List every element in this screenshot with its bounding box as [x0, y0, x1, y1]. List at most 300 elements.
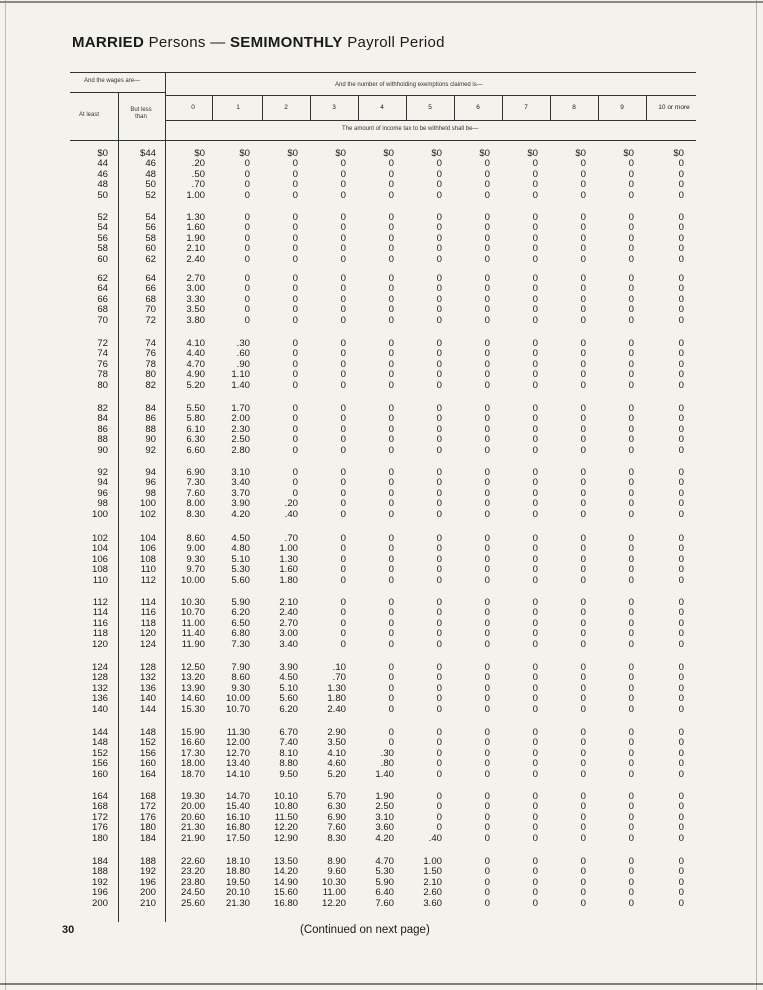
- wage-at-least: 46: [97, 168, 108, 180]
- tax-withheld-cell: 0: [244, 168, 250, 180]
- atleast-divider: [118, 92, 119, 922]
- tax-withheld-cell: 0: [484, 348, 490, 360]
- tax-withheld-cell: 2.80: [231, 444, 250, 456]
- tax-withheld-cell: 0: [436, 348, 442, 360]
- tax-withheld-cell: .20: [191, 158, 205, 170]
- tax-withheld-cell: 0: [628, 617, 634, 629]
- tax-withheld-cell: 0: [678, 212, 684, 223]
- tax-withheld-cell: 1.70: [231, 403, 250, 414]
- wage-but-less-than: 184: [139, 832, 156, 844]
- exemption-column-header: 7: [524, 104, 528, 111]
- tax-withheld-cell: 0: [580, 822, 586, 834]
- tax-withheld-cell: 0: [340, 243, 346, 255]
- tax-withheld-cell: 0: [436, 553, 442, 565]
- tax-withheld-cell: 5.80: [186, 413, 205, 425]
- tax-withheld-cell: 0: [484, 293, 490, 305]
- column-header-divider: [550, 95, 551, 120]
- tax-withheld-cell: 0: [484, 703, 490, 715]
- tax-withheld-cell: 10.30: [180, 597, 205, 608]
- tax-withheld-cell: 0: [678, 487, 684, 499]
- tax-withheld-cell: 0: [484, 498, 490, 510]
- tax-withheld-cell: 0: [292, 273, 298, 284]
- tax-withheld-cell: 0: [340, 369, 346, 381]
- tax-withheld-cell: 5.60: [279, 693, 298, 705]
- tax-withheld-cell: 0: [436, 811, 442, 823]
- tax-withheld-cell: 0: [436, 487, 442, 499]
- tax-withheld-cell: 6.20: [279, 703, 298, 715]
- tax-withheld-cell: 0: [484, 737, 490, 749]
- wage-but-less-than: 114: [140, 597, 156, 608]
- tax-withheld-cell: 0: [292, 379, 298, 391]
- tax-withheld-cell: 0: [628, 369, 634, 381]
- wage-but-less-than: 124: [139, 638, 156, 650]
- tax-withheld-cell: 0: [436, 423, 442, 435]
- tax-withheld-cell: 0: [628, 597, 634, 608]
- tax-withheld-cell: 0: [678, 682, 684, 694]
- exemption-column-header: 3: [332, 104, 336, 111]
- tax-withheld-cell: 0: [436, 508, 442, 520]
- wage-at-least: 60: [97, 253, 108, 265]
- wages-divider: [165, 72, 166, 922]
- tax-withheld-cell: 0: [532, 628, 538, 640]
- tax-withheld-cell: 0: [628, 682, 634, 694]
- tax-withheld-cell: 0: [436, 662, 442, 673]
- wage-but-less-than: 110: [140, 564, 156, 576]
- exemption-column-header: 6: [476, 104, 480, 111]
- tax-withheld-cell: 0: [388, 628, 394, 640]
- tax-withheld-cell: 0: [436, 543, 442, 555]
- tax-withheld-cell: 0: [436, 222, 442, 234]
- tax-withheld-cell: 0: [532, 682, 538, 694]
- tax-withheld-cell: 4.20: [375, 832, 394, 844]
- wage-at-least: 104: [91, 543, 108, 555]
- tax-withheld-cell: 0: [340, 467, 346, 478]
- tax-withheld-cell: 0: [436, 243, 442, 255]
- tax-withheld-cell: 0: [628, 693, 634, 705]
- tax-withheld-cell: 0: [484, 758, 490, 770]
- tax-withheld-cell: 0: [436, 737, 442, 749]
- tax-withheld-cell: 0: [388, 413, 394, 425]
- tax-withheld-cell: 0: [340, 168, 346, 180]
- tax-withheld-cell: 0: [292, 189, 298, 201]
- wage-at-least: 156: [91, 758, 108, 770]
- tax-withheld-cell: 0: [292, 369, 298, 381]
- tax-withheld-cell: 0: [388, 508, 394, 520]
- tax-withheld-cell: 0: [244, 253, 250, 265]
- tax-withheld-cell: 0: [678, 413, 684, 425]
- tax-withheld-cell: 0: [484, 801, 490, 813]
- tax-withheld-cell: 0: [436, 607, 442, 619]
- tax-withheld-cell: 0: [484, 273, 490, 284]
- tax-withheld-cell: 0: [628, 158, 634, 170]
- tax-withheld-cell: 0: [628, 887, 634, 899]
- tax-withheld-cell: 0: [340, 358, 346, 370]
- tax-withheld-cell: 6.90: [186, 467, 205, 478]
- tax-withheld-cell: 0: [580, 682, 586, 694]
- tax-withheld-cell: 0: [678, 338, 684, 349]
- tax-withheld-cell: 0: [484, 304, 490, 316]
- tax-withheld-cell: 10.80: [273, 801, 298, 813]
- tax-withheld-cell: 24.50: [180, 887, 205, 899]
- tax-withheld-cell: 0: [484, 897, 490, 909]
- continued-note: (Continued on next page): [300, 924, 430, 936]
- tax-withheld-cell: 0: [436, 747, 442, 759]
- tax-withheld-cell: 0: [580, 564, 586, 576]
- tax-withheld-cell: 0: [388, 477, 394, 489]
- tax-withheld-cell: $0: [575, 148, 586, 159]
- wage-at-least: 164: [91, 791, 108, 802]
- tax-withheld-cell: 14.90: [273, 876, 298, 888]
- tax-withheld-cell: 0: [678, 822, 684, 834]
- wage-but-less-than: 66: [145, 283, 156, 295]
- tax-withheld-cell: 3.50: [186, 304, 205, 316]
- tax-withheld-cell: 0: [484, 487, 490, 499]
- tax-withheld-cell: 0: [292, 158, 298, 170]
- tax-withheld-cell: 0: [580, 158, 586, 170]
- wage-at-least: 188: [91, 866, 108, 878]
- tax-withheld-cell: 0: [580, 369, 586, 381]
- tax-withheld-cell: 0: [484, 553, 490, 565]
- tax-withheld-cell: 0: [678, 533, 684, 544]
- tax-withheld-cell: 0: [580, 811, 586, 823]
- tax-withheld-cell: 0: [678, 672, 684, 684]
- tax-withheld-cell: 0: [388, 304, 394, 316]
- tax-withheld-cell: 13.20: [180, 672, 205, 684]
- tax-withheld-cell: 2.70: [186, 273, 205, 284]
- tax-withheld-cell: 3.40: [279, 638, 298, 650]
- tax-withheld-cell: 0: [388, 369, 394, 381]
- tax-withheld-cell: 0: [532, 444, 538, 456]
- tax-withheld-cell: 0: [436, 533, 442, 544]
- tax-withheld-cell: 0: [628, 293, 634, 305]
- tax-withheld-cell: 0: [678, 866, 684, 878]
- tax-withheld-cell: 4.70: [186, 358, 205, 370]
- tax-withheld-cell: 0: [292, 348, 298, 360]
- tax-withheld-cell: 0: [628, 758, 634, 770]
- tax-withheld-cell: 0: [436, 403, 442, 414]
- wage-at-least: 68: [97, 304, 108, 316]
- tax-withheld-cell: 3.00: [186, 283, 205, 295]
- tax-withheld-cell: 0: [436, 768, 442, 780]
- tax-withheld-cell: 0: [484, 243, 490, 255]
- wage-at-least: 110: [92, 574, 108, 586]
- wage-at-least: 132: [91, 682, 108, 694]
- tax-withheld-cell: 0: [580, 758, 586, 770]
- tax-withheld-cell: 0: [484, 477, 490, 489]
- tax-withheld-cell: 0: [678, 189, 684, 201]
- wage-but-less-than: 58: [145, 232, 156, 244]
- tax-withheld-cell: 2.60: [423, 887, 442, 899]
- tax-withheld-cell: 0: [628, 801, 634, 813]
- wage-but-less-than: 196: [139, 876, 156, 888]
- exemption-column-header: 1: [236, 104, 240, 111]
- tax-withheld-cell: 8.60: [231, 672, 250, 684]
- tax-withheld-cell: 3.10: [231, 467, 250, 478]
- tax-withheld-cell: 9.00: [186, 543, 205, 555]
- page-title: [72, 34, 445, 51]
- tax-withheld-cell: 0: [484, 672, 490, 684]
- wage-but-less-than: 82: [145, 379, 156, 391]
- tax-withheld-cell: 0: [678, 703, 684, 715]
- tax-withheld-cell: 0: [484, 403, 490, 414]
- tax-withheld-cell: 0: [532, 662, 538, 673]
- tax-withheld-cell: $0: [287, 148, 298, 159]
- at-least-header: At least: [79, 112, 100, 118]
- tax-withheld-cell: 0: [678, 168, 684, 180]
- tax-withheld-cell: 0: [436, 628, 442, 640]
- tax-withheld-cell: 0: [340, 444, 346, 456]
- wage-at-least: 192: [91, 876, 108, 888]
- tax-withheld-cell: 1.60: [279, 564, 298, 576]
- tax-withheld-cell: 2.10: [423, 876, 442, 888]
- tax-withheld-cell: 7.60: [375, 897, 394, 909]
- wage-at-least: 140: [91, 703, 108, 715]
- tax-withheld-cell: 0: [628, 212, 634, 223]
- wage-at-least: 62: [97, 273, 108, 284]
- tax-withheld-cell: 0: [580, 189, 586, 201]
- tax-withheld-cell: 0: [484, 444, 490, 456]
- tax-withheld-cell: 0: [678, 477, 684, 489]
- tax-withheld-cell: 20.10: [225, 887, 250, 899]
- tax-withheld-cell: 0: [532, 811, 538, 823]
- tax-withheld-cell: 0: [580, 747, 586, 759]
- tax-withheld-cell: 0: [340, 189, 346, 201]
- tax-withheld-cell: 0: [580, 423, 586, 435]
- wage-at-least: 66: [97, 293, 108, 305]
- tax-withheld-cell: 6.70: [279, 727, 298, 738]
- tax-withheld-cell: 0: [388, 232, 394, 244]
- tax-withheld-cell: 0: [388, 487, 394, 499]
- top-edge-rule: [0, 1, 763, 3]
- tax-withheld-cell: 0: [436, 379, 442, 391]
- column-header-divider: [646, 95, 647, 120]
- tax-withheld-cell: 1.90: [375, 791, 394, 802]
- tax-withheld-cell: 3.90: [231, 498, 250, 510]
- tax-withheld-cell: 0: [532, 369, 538, 381]
- tax-withheld-cell: 0: [532, 747, 538, 759]
- tax-withheld-cell: 16.10: [225, 811, 250, 823]
- tax-withheld-cell: 0: [532, 477, 538, 489]
- wage-at-least: 172: [91, 811, 108, 823]
- tax-withheld-cell: 0: [628, 543, 634, 555]
- tax-withheld-cell: 0: [292, 444, 298, 456]
- wage-at-least: $0: [97, 148, 108, 159]
- tax-withheld-cell: 17.50: [225, 832, 250, 844]
- tax-withheld-cell: 0: [388, 682, 394, 694]
- wage-but-less-than: 86: [145, 413, 156, 425]
- tax-withheld-cell: 0: [388, 253, 394, 265]
- tax-withheld-cell: 19.30: [180, 791, 205, 802]
- tax-withheld-cell: 21.30: [225, 897, 250, 909]
- tax-withheld-cell: $0: [239, 148, 250, 159]
- title-married: MARRIED: [72, 34, 145, 51]
- tax-withheld-cell: 0: [388, 189, 394, 201]
- tax-withheld-cell: 3.00: [279, 628, 298, 640]
- tax-withheld-cell: 0: [292, 314, 298, 326]
- wage-but-less-than: 102: [139, 508, 156, 520]
- tax-withheld-cell: 0: [678, 617, 684, 629]
- tax-withheld-cell: 0: [532, 403, 538, 414]
- wage-but-less-than: 92: [145, 444, 156, 456]
- tax-withheld-cell: 0: [580, 897, 586, 909]
- tax-withheld-cell: 0: [580, 693, 586, 705]
- tax-withheld-cell: 0: [340, 253, 346, 265]
- tax-withheld-cell: 7.30: [231, 638, 250, 650]
- tax-withheld-cell: 3.30: [186, 293, 205, 305]
- wage-but-less-than: 188: [139, 856, 156, 867]
- wage-but-less-than: 72: [145, 314, 156, 326]
- column-header-divider: [406, 95, 407, 120]
- tax-withheld-cell: 8.80: [279, 758, 298, 770]
- tax-withheld-cell: 0: [436, 293, 442, 305]
- tax-withheld-cell: 0: [340, 564, 346, 576]
- wage-at-least: 118: [92, 628, 108, 640]
- tax-withheld-cell: 0: [580, 293, 586, 305]
- wage-at-least: 100: [91, 508, 108, 520]
- wage-at-least: 56: [97, 232, 108, 244]
- tax-withheld-cell: 12.90: [273, 832, 298, 844]
- wage-but-less-than: 50: [145, 179, 156, 191]
- tax-withheld-cell: 10.00: [180, 574, 205, 586]
- tax-withheld-cell: 12.20: [273, 822, 298, 834]
- tax-withheld-cell: 0: [628, 283, 634, 295]
- tax-withheld-cell: 0: [436, 314, 442, 326]
- tax-withheld-cell: 0: [628, 232, 634, 244]
- tax-withheld-cell: 2.10: [186, 243, 205, 255]
- title-payroll-period: Payroll Period: [347, 34, 445, 51]
- tax-withheld-cell: 0: [340, 379, 346, 391]
- tax-withheld-cell: 0: [436, 304, 442, 316]
- tax-withheld-cell: 6.50: [231, 617, 250, 629]
- tax-withheld-cell: 1.60: [186, 222, 205, 234]
- tax-withheld-cell: 0: [580, 304, 586, 316]
- wage-but-less-than: 54: [145, 212, 156, 223]
- tax-withheld-cell: 1.00: [279, 543, 298, 555]
- tax-withheld-cell: 0: [484, 832, 490, 844]
- wage-but-less-than: 144: [139, 703, 156, 715]
- tax-withheld-cell: 0: [532, 597, 538, 608]
- tax-withheld-cell: 0: [340, 293, 346, 305]
- tax-withheld-cell: 0: [484, 564, 490, 576]
- tax-withheld-cell: 0: [436, 477, 442, 489]
- tax-withheld-cell: 0: [532, 617, 538, 629]
- tax-withheld-cell: 0: [436, 693, 442, 705]
- wage-but-less-than: 90: [145, 434, 156, 446]
- tax-withheld-cell: 20.00: [180, 801, 205, 813]
- header-bottom-rule: [70, 140, 696, 141]
- tax-withheld-cell: 6.20: [231, 607, 250, 619]
- tax-withheld-cell: 0: [484, 369, 490, 381]
- tax-withheld-cell: 0: [484, 189, 490, 201]
- tax-withheld-cell: 0: [532, 487, 538, 499]
- tax-withheld-cell: 0: [436, 638, 442, 650]
- tax-withheld-cell: 21.90: [180, 832, 205, 844]
- tax-withheld-cell: 1.00: [186, 189, 205, 201]
- tax-withheld-cell: 0: [580, 379, 586, 391]
- tax-withheld-cell: 0: [484, 727, 490, 738]
- wage-at-least: 90: [97, 444, 108, 456]
- tax-withheld-cell: 9.60: [327, 866, 346, 878]
- tax-withheld-cell: 0: [580, 232, 586, 244]
- wage-but-less-than: 210: [139, 897, 156, 909]
- wage-at-least: 54: [97, 222, 108, 234]
- tax-withheld-cell: 0: [532, 293, 538, 305]
- tax-withheld-cell: 0: [340, 508, 346, 520]
- tax-withheld-cell: 18.10: [225, 856, 250, 867]
- tax-withheld-cell: 0: [628, 672, 634, 684]
- tax-withheld-cell: 0: [532, 253, 538, 265]
- tax-withheld-cell: 0: [628, 487, 634, 499]
- tax-withheld-cell: 0: [388, 273, 394, 284]
- tax-withheld-cell: 0: [580, 403, 586, 414]
- wage-but-less-than: 96: [145, 477, 156, 489]
- wage-but-less-than: 112: [140, 574, 156, 586]
- tax-withheld-cell: 0: [628, 358, 634, 370]
- tax-withheld-cell: 0: [244, 304, 250, 316]
- tax-withheld-cell: 0: [532, 856, 538, 867]
- tax-withheld-cell: 0: [292, 283, 298, 295]
- tax-withheld-cell: $0: [383, 148, 394, 159]
- tax-withheld-cell: 0: [532, 758, 538, 770]
- tax-withheld-cell: 0: [580, 467, 586, 478]
- tax-withheld-cell: .90: [236, 358, 250, 370]
- tax-withheld-cell: 4.50: [279, 672, 298, 684]
- tax-withheld-cell: 0: [678, 253, 684, 265]
- wage-at-least: 58: [97, 243, 108, 255]
- tax-withheld-cell: 0: [340, 543, 346, 555]
- tax-withheld-cell: 0: [340, 348, 346, 360]
- tax-withheld-cell: 14.60: [180, 693, 205, 705]
- tax-withheld-cell: 0: [628, 768, 634, 780]
- wage-but-less-than: 172: [139, 801, 156, 813]
- tax-withheld-cell: 0: [628, 607, 634, 619]
- tax-withheld-cell: 5.90: [375, 876, 394, 888]
- tax-withheld-cell: 0: [436, 189, 442, 201]
- tax-withheld-cell: 0: [580, 628, 586, 640]
- tax-withheld-cell: 0: [532, 543, 538, 555]
- tax-withheld-cell: 0: [484, 379, 490, 391]
- tax-withheld-cell: 0: [484, 168, 490, 180]
- tax-withheld-cell: 10.70: [180, 607, 205, 619]
- tax-withheld-cell: 0: [580, 801, 586, 813]
- tax-withheld-cell: 0: [340, 338, 346, 349]
- tax-withheld-cell: 0: [388, 434, 394, 446]
- tax-withheld-cell: 12.20: [321, 897, 346, 909]
- tax-withheld-cell: $0: [335, 148, 346, 159]
- tax-withheld-cell: 0: [580, 168, 586, 180]
- tax-withheld-cell: 0: [628, 662, 634, 673]
- tax-withheld-cell: 0: [580, 617, 586, 629]
- tax-withheld-cell: 0: [580, 477, 586, 489]
- tax-withheld-cell: 0: [580, 866, 586, 878]
- tax-withheld-cell: 0: [340, 403, 346, 414]
- tax-withheld-cell: 2.70: [279, 617, 298, 629]
- tax-withheld-cell: 0: [388, 703, 394, 715]
- tax-withheld-cell: .70: [191, 179, 205, 191]
- tax-withheld-cell: 23.20: [180, 866, 205, 878]
- but-less-than-header: But less than: [130, 107, 152, 120]
- tax-withheld-cell: 0: [580, 434, 586, 446]
- tax-withheld-cell: 0: [678, 876, 684, 888]
- tax-withheld-cell: 0: [628, 703, 634, 715]
- tax-withheld-cell: 0: [678, 832, 684, 844]
- tax-withheld-cell: 0: [628, 553, 634, 565]
- tax-withheld-cell: 5.10: [231, 553, 250, 565]
- tax-withheld-cell: 0: [388, 358, 394, 370]
- tax-withheld-cell: 6.30: [186, 434, 205, 446]
- tax-withheld-cell: 0: [678, 444, 684, 456]
- tax-withheld-cell: 1.50: [423, 866, 442, 878]
